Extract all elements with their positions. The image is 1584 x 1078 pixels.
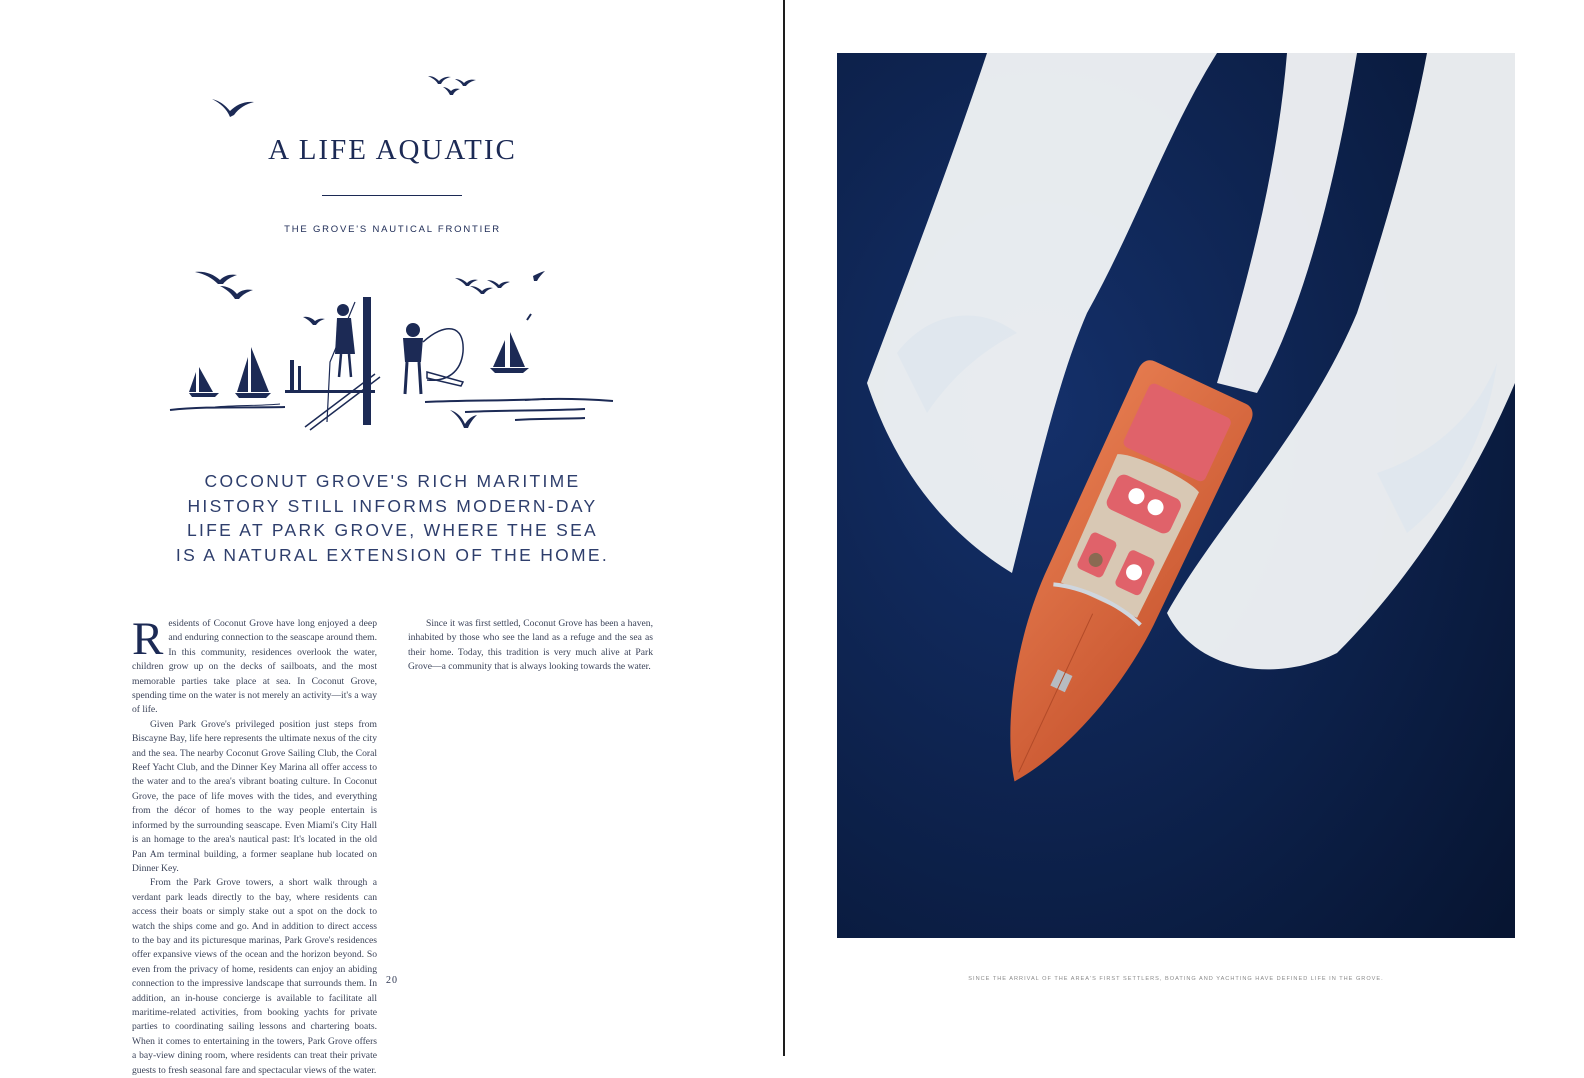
page-title: A LIFE AQUATIC xyxy=(268,134,517,166)
pull-quote-line: HISTORY STILL INFORMS MODERN-DAY xyxy=(187,495,598,516)
body-column-right xyxy=(408,617,653,675)
body-paragraph-text: From the Park Grove towers, a short walk through a verdant park leads directly to the bay, where residents can access their boats or simply stake out a spot on the dock to watch the ships come and go. And in addition to direct access to the bay and its picturesque marinas, Park Grove's residences offer expansive views of the ocean and the horizon beyond. So even from the privacy of home, residents can enjoy an abiding connection to the impressive landscape that surrounds them. In addition, an in-house concierge is available to facilitate all maritime-related activities, from booking yachts for private parties to coordinating sailing lessons and chartering boats. When it comes to entertaining in the towers, Park Grove offers a bay-view dining room, where residents can treat their private guests to fresh seasonal fare and spectacular views of the water. xyxy=(132,877,377,1076)
book-spine xyxy=(783,0,785,1056)
speedboat-photo xyxy=(837,53,1515,938)
body-paragraph: Given Park Grove's privileged position just steps from Biscayne Bay, life here represents the ultimate nexus of the city and the sea. The nearby Coconut Grove Sailing Club, the Coral Reef Yacht Club, and the Dinner Key Marina all offer access to the water and to the area's vibrant boating culture. In Coconut Grove, the pace of life moves with the tides, and everything from the décor of homes to the way people entertain is informed by the surrounding seascape. Even Miami's City Hall is an homage to the area's nautical past: It's located in the old Pan Am terminal building, a former seaplane hub located on Dinner Key. xyxy=(132,718,377,874)
pull-quote xyxy=(170,469,615,567)
body-column-left xyxy=(132,613,377,1078)
body-paragraph xyxy=(132,613,377,718)
body-paragraph-text: esidents of Coconut Grove have long enjoyed a deep and enduring connection to the seascape around them. In this community, residences overlook the water, children grow up on the decks of sailboats, and the most memorable parties take place at sea. In Coconut Grove, spending time on the water is not merely an activity—it's a way of life. xyxy=(132,618,377,716)
page-number: 20 xyxy=(386,975,398,986)
pull-quote-line: COCONUT GROVE'S RICH MARITIME xyxy=(204,471,581,491)
drop-cap: R xyxy=(132,613,164,665)
page-subtitle: THE GROVE'S NAUTICAL FRONTIER xyxy=(284,224,501,235)
nautical-scene-illustration xyxy=(165,262,620,434)
photo-caption: SINCE THE ARRIVAL OF THE AREA'S FIRST SETTLERS, BOATING AND YACHTING HAVE DEFINED LIFE IN THE GROVE. xyxy=(968,976,1384,982)
body-paragraph xyxy=(132,876,377,1078)
seagull-icon xyxy=(210,95,256,119)
title-divider xyxy=(322,195,462,196)
pull-quote-line: LIFE AT PARK GROVE, WHERE THE SEA xyxy=(186,520,599,540)
seagull-flock-icon xyxy=(425,70,480,98)
speedboat-image xyxy=(837,53,1515,938)
pull-quote-line: IS A NATURAL EXTENSION OF THE HOME. xyxy=(175,544,610,565)
body-paragraph: Since it was first settled, Coconut Grove has been a haven, inhabited by those who see the land as a refuge and the sea as their home. Today, this tradition is very much alive at Park Grove—a community that is always looking towards the water. xyxy=(408,618,653,673)
